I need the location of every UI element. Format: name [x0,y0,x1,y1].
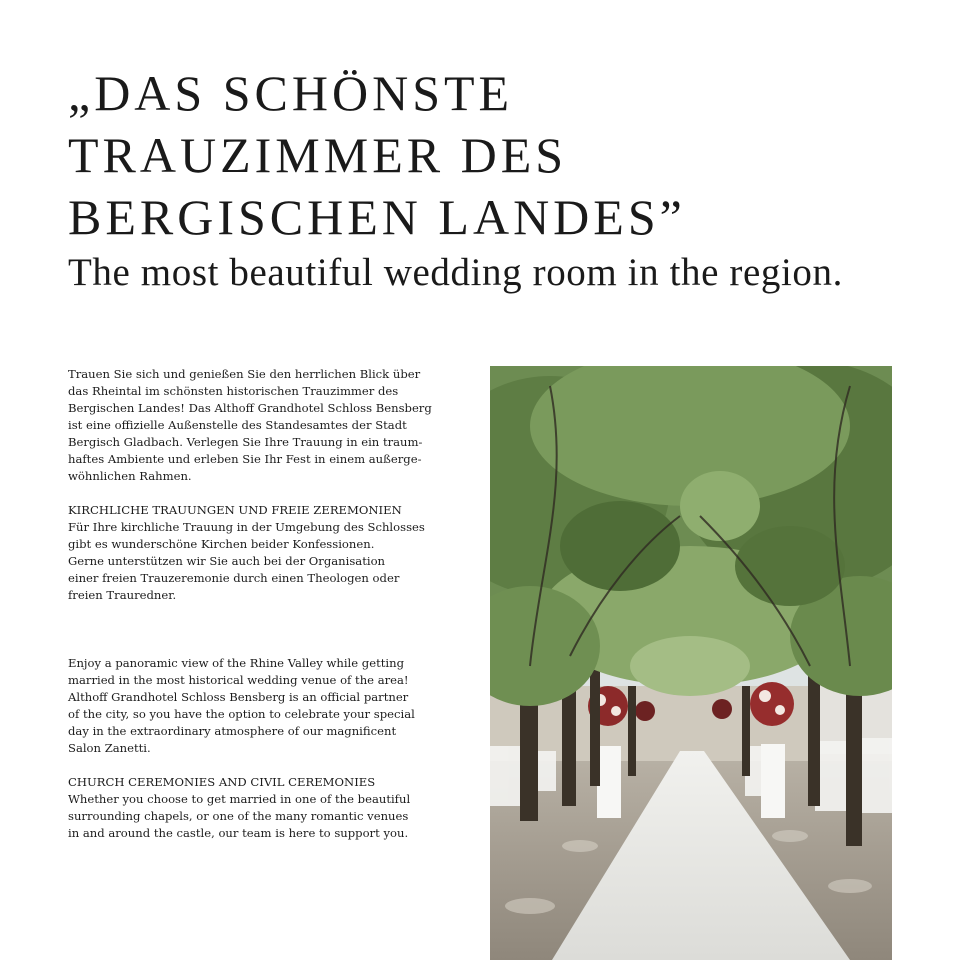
text-line: gibt es wunderschöne Kirchen beider Konfessionen. [68,537,375,551]
text-column [68,366,478,842]
text-line: married in the most historical wedding venue of the area! [68,673,409,687]
wedding-aisle-illustration [490,366,892,960]
german-section [68,502,478,604]
german-intro [68,366,478,485]
wedding-aisle-photo [490,366,892,960]
text-line: Althoff Grandhotel Schloss Bensberg is an official partner [68,690,409,704]
text-line: Trauen Sie sich und genießen Sie den herrlichen Blick über [68,367,421,381]
text-line: Salon Zanetti. [68,741,151,755]
text-line: Bergisch Gladbach. Verlegen Sie Ihre Trauung in ein traum- [68,435,423,449]
headline-line-3: BERGISCHEN LANDES” [68,189,686,245]
text-line: Gerne unterstützen wir Sie auch bei der Organisation [68,554,386,568]
headline-line-2: TRAUZIMMER DES [68,127,568,183]
text-line: einer freien Trauzeremonie durch einen Theologen oder [68,571,400,585]
english-section [68,774,478,842]
german-section-heading: KIRCHLICHE TRAUUNGEN UND FREIE ZEREMONIEN [68,503,402,517]
headline-line-1: „DAS SCHÖNSTE [68,65,514,121]
text-line: in and around the castle, our team is here to support you. [68,826,409,840]
subheadline: The most beautiful wedding room in the region. [68,251,843,294]
headline [68,62,928,248]
text-line: ist eine offizielle Außenstelle des Standesamtes der Stadt [68,418,407,432]
english-intro [68,655,478,757]
english-section-heading: CHURCH CEREMONIES AND CIVIL CEREMONIES [68,775,376,789]
text-line: wöhnlichen Rahmen. [68,469,192,483]
text-line: freien Trauredner. [68,588,177,602]
text-line: of the city, so you have the option to celebrate your special [68,707,415,721]
text-line: haftes Ambiente und erleben Sie Ihr Fest in einem außerge- [68,452,422,466]
text-line: Whether you choose to get married in one of the beautiful [68,792,411,806]
text-line: Enjoy a panoramic view of the Rhine Valley while getting [68,656,405,670]
text-line: day in the extraordinary atmosphere of our magnificent [68,724,397,738]
text-line: Für Ihre kirchliche Trauung in der Umgebung des Schlosses [68,520,425,534]
text-line: surrounding chapels, or one of the many romantic venues [68,809,409,823]
text-line: das Rheintal im schönsten historischen Trauzimmer des [68,384,399,398]
text-line: Bergischen Landes! Das Althoff Grandhotel Schloss Bensberg [68,401,432,415]
